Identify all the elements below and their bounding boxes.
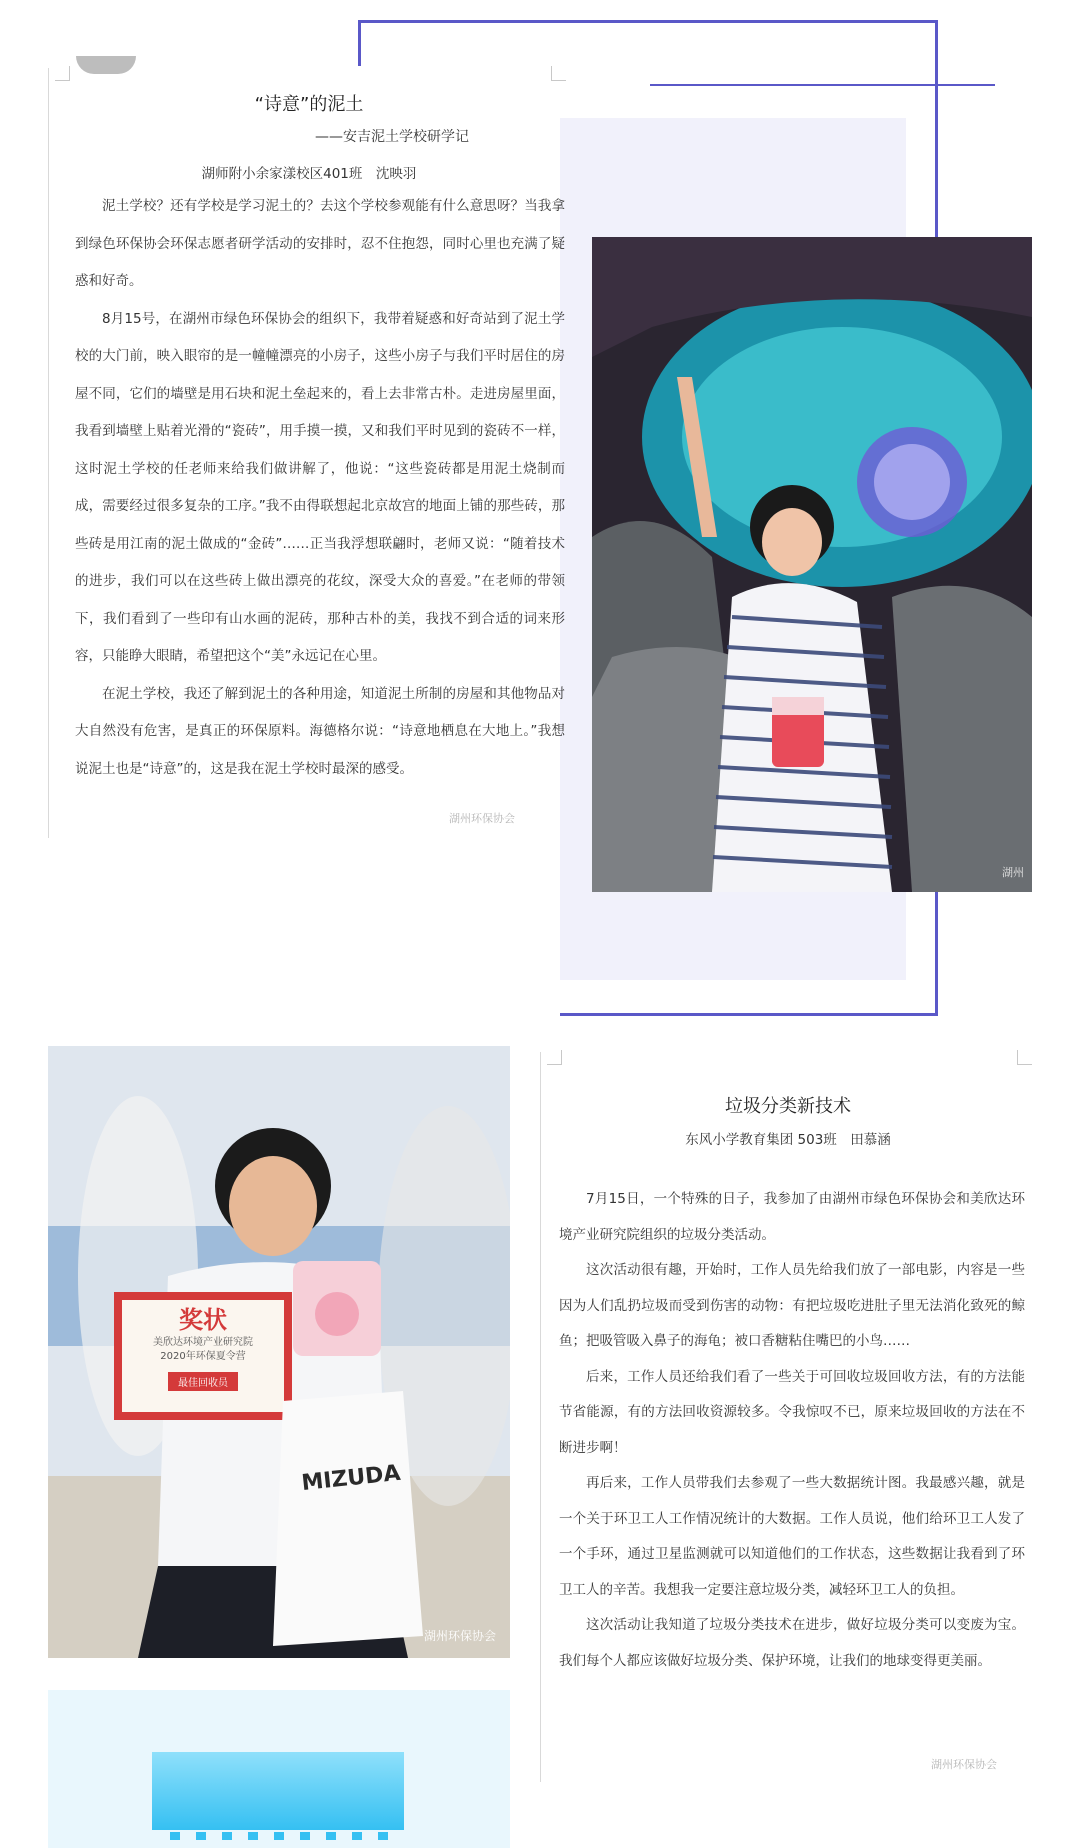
frame-line-left-stub	[358, 20, 361, 66]
article-1-subtitle: ——安吉泥土学校研学记	[315, 129, 469, 145]
certificate-title: 奖状	[179, 1306, 227, 1334]
frame-line-top	[358, 20, 938, 23]
paragraph: 再后来，工作人员带我们去参观了一些大数据统计图。我最感兴趣，就是一个关于环卫工人工作情况统计的大数据。工作人员说，他们给环卫工人发了一个手环，通过卫星监测就可以知道他们的工作状态，这些数据让我看到了环卫工人的辛苦。我想我一定要注意垃圾分类，减轻环卫工人的负担。	[559, 1475, 1025, 1598]
photo-2-watermark: 湖州环保协会	[423, 1629, 496, 1643]
paragraph: 这次活动很有趣，开始时，工作人员先给我们放了一部电影，内容是一些因为人们乱扔垃圾而受到伤害的动物：有把垃圾吃进肚子里无法消化致死的鲸鱼；把吸管吸入鼻子的海龟；被口香糖粘住嘴巴的小鸟……	[559, 1262, 1025, 1349]
certificate	[126, 1304, 280, 1391]
article-2-title: 垃圾分类新技术	[725, 1096, 851, 1117]
article-1-author: 湖师附小余家漾校区401班 沈映羽	[201, 166, 417, 182]
article-1-watermark: 湖州环保协会	[449, 812, 515, 825]
crop-mark	[547, 1050, 562, 1065]
bag-brand: MIZUDA	[300, 1460, 402, 1497]
paragraph: 8月15号，在湖州市绿色环保协会的组织下，我带着疑惑和好奇站到了泥土学校的大门前，映入眼帘的是一幢幢漂亮的小房子，这些小房子与我们平时居住的房屋不同，它们的墙壁是用石块和泥土垒起来的，看上去非常古朴。走进房屋里面，我看到墙壁上贴着光滑的“瓷砖”，用手摸一摸，又和我们平时见到的瓷砖不一样，这时泥土学校的任老师来给我们做讲解了，他说：“这些瓷砖都是用泥土烧制而成，需要经过很多复杂的工序。”我不由得联想起北京故宫的地面上铺的那些砖，那些砖是用江南的泥土做成的“金砖”……正当我浮想联翩时，老师又说：“随着技术的进步，我们可以在这些砖上做出漂亮的花纹，深受大众的喜爱。”在老师的带领下，我们看到了一些印有山水画的泥砖，那种古朴的美，我找不到合适的词来形容，只能睁大眼睛，希望把这个“美”永远记在心里。	[75, 310, 565, 664]
certificate-badge: 最佳回收员	[168, 1372, 238, 1391]
article-2-body	[559, 1182, 1025, 1679]
crop-mark	[551, 66, 566, 81]
crop-mark	[1017, 1050, 1032, 1065]
paragraph: 后来，工作人员还给我们看了一些关于可回收垃圾回收方法，有的方法能节省能源，有的方法回收资源较多。令我惊叹不已，原来垃圾回收的方法在不断进步啊！	[559, 1368, 1025, 1456]
article-1-body	[75, 188, 565, 788]
certificate-line-2: 2020年环保夏令营	[160, 1351, 246, 1362]
article-2-watermark: 湖州环保协会	[931, 1758, 997, 1771]
frame-line-accent	[650, 84, 995, 86]
paragraph: 这次活动让我知道了垃圾分类技术在进步，做好垃圾分类可以变废为宝。我们每个人都应该做好垃圾分类、保护环境，让我们的地球变得更美丽。	[559, 1617, 1025, 1669]
paragraph: 泥土学校？还有学校是学习泥土的？去这个学校参观能有什么意思呀？当我拿到绿色环保协会环保志愿者研学活动的安排时，忍不住抱怨，同时心里也充满了疑惑和好奇。	[75, 198, 565, 289]
article-2	[540, 1052, 1035, 1782]
photo-aquarium-girl	[592, 237, 1032, 892]
article-1-title: “诗意”的泥土	[254, 94, 364, 115]
photo-1-watermark: 湖州	[1002, 866, 1024, 879]
decor-dots	[170, 1832, 392, 1840]
paragraph: 在泥土学校，我还了解到泥土的各种用途，知道泥土所制的房屋和其他物品对大自然没有危害，是真正的环保原料。海德格尔说：“诗意地栖息在大地上。”我想说泥土也是“诗意”的，这是我在泥土学校时最深的感受。	[75, 685, 565, 777]
photo-aquarium-illustration	[592, 237, 1032, 892]
paragraph: 7月15日，一个特殊的日子，我参加了由湖州市绿色环保协会和美欣达环境产业研究院组织的垃圾分类活动。	[559, 1191, 1025, 1243]
certificate-line-1: 美欣达环境产业研究院	[153, 1337, 253, 1348]
article-2-author: 东风小学教育集团 503班 田慕涵	[685, 1132, 891, 1148]
frame-line-bottom	[560, 1013, 938, 1016]
article-1	[48, 68, 569, 838]
crop-mark	[55, 66, 70, 81]
photo-boy-certificate	[48, 1046, 510, 1658]
decor-blue-bar	[152, 1752, 404, 1830]
